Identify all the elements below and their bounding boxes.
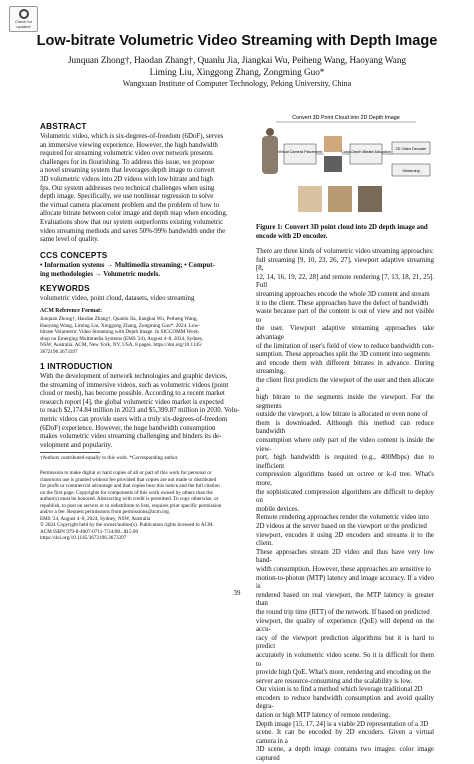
figure-title: Convert 3D Point Cloud into 2D Depth Image [292, 115, 400, 121]
point-cloud-head [266, 128, 274, 136]
body-line: outside the viewport, a low bitrate is allocated or even none of [256, 411, 428, 419]
body-line: viewport, encodes it using 2D encoders and streams it to the client. [256, 531, 434, 548]
abstract-line: challenges for its flourishing. To address this issue, we propose [40, 158, 215, 166]
body-line: encoders to reduce bandwidth consumption and avoid quality degra- [256, 694, 434, 711]
update-ring-icon [19, 9, 29, 19]
body-line: Remote rendering approaches render the volumetric video into [256, 514, 429, 522]
figure-1-diagram [258, 112, 434, 220]
color-image-thumbnail [324, 136, 342, 152]
body-line: motion-to-photon (MTP) latency and image accuracy. If a video is [256, 574, 434, 591]
check-for-updates-badge[interactable] [9, 6, 38, 32]
abstract-line: a novel streaming system that leverages depth image to convert [40, 167, 215, 175]
authors-line2: Liming Liu, Xinggong Zhang, Zongming Guo* [149, 67, 325, 77]
ccs-line1: • Information systems → Multimedia streaming; • Comput- [40, 262, 215, 269]
render-thumbnail-3 [358, 186, 382, 212]
render-thumbnail-1 [298, 186, 322, 212]
intro-line: cloud or mesh), has become possible. According to a recent market [40, 390, 225, 398]
abstract-line: fps. Our system addresses two technical challenges when using [40, 184, 215, 192]
abstract-line: an immersive viewing experience. However, the high bandwidth [40, 141, 218, 149]
acm-ref-line: NSW, Australia. ACM, New York, NY, USA, 8 pages. https://doi.org/10.1145/ [40, 342, 203, 348]
body-line: dation or high MTP latency of remote rendering. [256, 712, 391, 720]
keywords-heading: KEYWORDS [40, 284, 90, 293]
intro-line: makes volumetric video streaming challenging and hinders its de- [40, 433, 222, 441]
streaming-label: Streaming [402, 169, 420, 173]
body-line: provide high QoE. What's more, rendering and encoding on the [256, 669, 431, 677]
footnote: †Authors contributed equally to this work. *Corresponding author. [40, 455, 179, 461]
body-line: width consumption. However, these approaches are sensitive to [256, 565, 431, 573]
body-line: streaming approaches encode the whole 3D content and stream [256, 290, 430, 298]
caption-line1: Figure 1: Convert 3D point cloud into 2D depth image and [256, 224, 428, 231]
body-line: mobile devices. [256, 505, 300, 513]
paper-title: Low-bitrate Volumetric Video Streaming with Depth Image [36, 33, 438, 49]
body-line: server are resource-consuming and the scalability is low. [256, 677, 413, 685]
figure-1 [258, 112, 434, 220]
bitrate-allocation-box [350, 144, 382, 164]
body-line: them is downloaded. Although this method can reduce bandwidth [256, 419, 434, 436]
abstract-line: video streaming methods and saves 50%-99% bandwidth under the [40, 227, 226, 235]
body-line: scene. It can be encoded by 2D encoders. Given a virtual camera in a [256, 729, 434, 745]
abstract-heading: ABSTRACT [40, 122, 87, 131]
author-list [20, 54, 454, 78]
affiliation: Wangxuan Institute of Computer Technology, Peking University, China [122, 79, 352, 88]
authors-line1: Junquan Zhong†, Haodan Zhang†, Quanlu Jia, Jiangkai Wu, Peiheng Wang, Haoyang Wang [67, 55, 407, 65]
body-line: and encode them with different bitrates in advance. During streaming, [256, 359, 434, 376]
body-line: 3D scene, a depth image contains two images: color image captured [256, 746, 434, 763]
point-cloud-figure [262, 136, 278, 174]
body-line: high bitrate to the segments inside the viewport. For the segments [256, 394, 434, 410]
permission-line: https://doi.org/10.1145/3672196.3673397 [40, 535, 127, 541]
virtual-camera-box [284, 144, 316, 164]
ccs-concepts [40, 262, 240, 279]
depth-image-thumbnail [324, 156, 342, 172]
ccs-heading: CCS CONCEPTS [40, 251, 108, 260]
intro-line: With the development of network technologies and graphic devices, [40, 373, 228, 380]
body-line: viewport, the quality of experience (QoE) will depend on the accu- [256, 617, 434, 634]
body-line: 12, 14, 16, 19, 22, 28] and remote rendering [7, 13, 18, 21, 25]. Full [256, 273, 434, 290]
right-column-body [256, 248, 434, 764]
body-line: of the limitation of user's field of view to reduce bandwidth con- [256, 342, 434, 350]
body-line: consumption where only part of the video content is inside the view- [256, 437, 434, 453]
body-line: compression algorithms based on octree or k-d tree. What's more, [256, 471, 434, 488]
intro-line: (6DoF) experience. However, the huge bandwidth consumption [40, 424, 216, 432]
footnote-divider [40, 452, 100, 453]
virtual-camera-label: Virtual Camera Placement [277, 150, 323, 154]
intro-line: research report [4], the global volumetric video market is expected [40, 398, 224, 406]
acm-ref-heading: ACM Reference Format: [40, 308, 103, 314]
body-line: the round trip time (RTT) of the network. If based on predicted [256, 608, 430, 616]
permission-line: author(s) must be honored. Abstracting with credit is permitted. To copy otherwise, or [40, 496, 219, 502]
body-line: the client first predicts the viewport of the user and then allocate a [256, 376, 434, 393]
badge-line1: Check for [14, 19, 33, 24]
intro-line: metric videos can provide users with a truly six-degrees-of-freedom [40, 415, 228, 423]
intro-line: velopment and popularity. [40, 441, 113, 449]
body-line: rendered based on real viewport, the MTP latency is greater than [256, 591, 434, 608]
abstract-line: same level of quality. [40, 236, 99, 244]
permission-line: and/or a fee. Request permissions from permissions@acm.org. [40, 509, 171, 515]
page-number: 39 [233, 590, 241, 597]
body-line: it to the client. These approaches have the defect of bandwidth [256, 299, 429, 307]
bitrate-allocation-label: Color-Depth Bitrate Allocation [341, 150, 391, 154]
caption-line2: encode with 2D encoder. [256, 232, 328, 240]
permission-line: © 2024 Copyright held by the owner/author(s). Publication rights licensed to ACM. [40, 522, 214, 528]
permission-line: Permission to make digital or hard copies of all or part of this work for personal or [40, 470, 212, 476]
abstract-line: 3D volumetric videos into 2D videos with low bitrate and high [40, 175, 214, 183]
permission-line: ACM ISBN 979-8-4007-0711-7/24/08...$15.00 [40, 528, 139, 535]
abstract-line: Volumetric video, which is six-degrees-of-freedom (6DoF), serves [40, 133, 224, 140]
body-line: port, high bandwidth is required (e.g., 400Mbps) due to inefficient [256, 454, 434, 470]
body-line: 2D videos at the server based on the viewport or the predicted [256, 523, 427, 530]
body-line: These approaches stream 2D video and thus have very low band- [256, 548, 434, 565]
body-line: the sophisticated compression algorithms are difficult to deploy on [256, 488, 434, 505]
intro-body [40, 373, 240, 450]
body-line: Depth image [15, 17, 24] is a viable 2D representation of a 3D [256, 720, 429, 728]
body-line: the user. Viewport adaptive streaming approaches take advantage [256, 325, 434, 341]
body-line: There are three kinds of volumetric video streaming approaches: [256, 248, 434, 255]
permission-line: EMS '24, August 4–8, 2024, Sydney, NSW, Australia [40, 515, 151, 522]
acm-ref-line: 3672196.3673397 [40, 348, 78, 355]
badge-line2: updates [16, 24, 31, 29]
body-line: racy of the viewport prediction algorithms but it is hard to predict [256, 634, 434, 651]
intro-line: to reach $2,174.84 million in 2023 and $5,399.87 million in 2030. Volu- [40, 407, 240, 415]
permission-line: classroom use is granted without fee provided that copies are not made or distributed [40, 476, 217, 483]
abstract-line: Evaluations show that our system outperforms existing volumetric [40, 218, 224, 226]
body-line: accurately in volumetric video scene. So it is difficult for them to [256, 651, 434, 668]
figure-caption [256, 224, 434, 241]
acm-ref-body [40, 316, 240, 355]
decoder-label: 2D Video Decoder [395, 147, 427, 151]
render-thumbnail-2 [328, 186, 352, 212]
permission-block [40, 470, 240, 542]
intro-heading: 1 INTRODUCTION [40, 362, 113, 371]
body-line: waste because part of the content is out of view and not visible to [256, 308, 434, 324]
body-line: full streaming [9, 10, 23, 26, 27], viewport adaptive streaming [8, [256, 256, 434, 273]
intro-line: the streaming of immersive videos, such as volumetric videos (point [40, 381, 229, 389]
acm-ref-line: Haoyang Wang, Liming Liu, Xinggong Zhang, Zongming Guo*. 2024. Low- [40, 322, 200, 329]
body-line: Our vision is to find a method which leverage traditional 2D [256, 686, 423, 694]
abstract-body [40, 133, 240, 245]
abstract-line: allocate bitrate between color image and depth map when encoding. [40, 210, 228, 218]
abstract-line: depth image. Specifically, we use nonlinear regression to solve [40, 193, 214, 201]
abstract-line: required for streaming volumetric video over network presents [40, 150, 213, 158]
abstract-line: the virtual camera placement problem and the problem of how to [40, 201, 220, 209]
acm-ref-line: Junquan Zhong†, Haodan Zhang†, Quanlu Jia, Jiangkai Wu, Peiheng Wang, [40, 316, 198, 322]
permission-line: for profit or commercial advantage and that copies bear this notice and the full citation [40, 483, 220, 489]
keywords-text: volumetric video, point cloud, datasets, video streaming [40, 295, 195, 302]
permission-line: on the first page. Copyrights for components of this work owned by others than the [40, 489, 213, 496]
permission-line: republish, to post on servers or to redistribute to lists, requires prior specific permission [40, 502, 222, 509]
acm-ref-line: shop on Emerging Multimedia Systems (EMS '24), August 4–8, 2024, Sydney, [40, 335, 204, 342]
body-line: sumption. These approaches split the 3D content into segments [256, 351, 430, 359]
acm-ref-line: bitrate Volumetric Video Streaming with Depth Image. In SIGCOMM Work- [40, 329, 200, 335]
ccs-line2: ing methodologies → Volumetric models. [40, 270, 161, 278]
